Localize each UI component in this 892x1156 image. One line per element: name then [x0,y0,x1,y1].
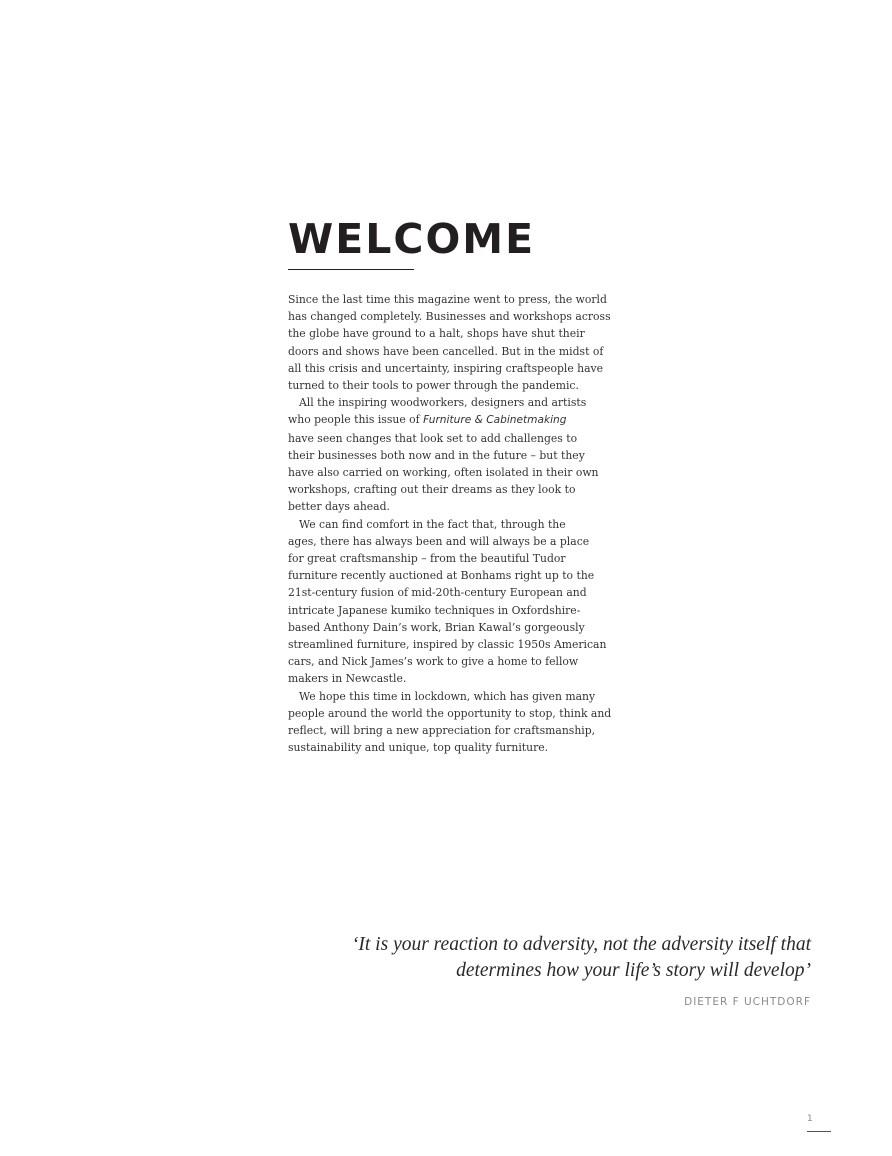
body-line: intricate Japanese kumiko techniques in Oxfordshire- [288,603,581,617]
pull-quote-line: ‘It is your reaction to adversity, not the adversity itself that [351,934,811,955]
body-line: workshops, crafting out their dreams as they look to [288,483,576,497]
body-line: All the inspiring woodworkers, designers and artists [299,396,587,410]
pull-quote [291,932,811,984]
body-line: for great craftsmanship – from the beautiful Tudor [288,552,566,566]
title-underline [288,269,414,270]
body-line: makers in Newcastle. [288,672,407,686]
body-line: based Anthony Dain’s work, Brian Kawal’s gorgeously [288,620,585,634]
body-line: ages, there has always been and will always be a place [288,534,590,548]
body-line: cars, and Nick James’s work to give a home to fellow [288,655,579,669]
body-line: reflect, will bring a new appreciation for craftsmanship, [288,724,596,738]
page-title: WELCOME [288,215,536,263]
body-line: We can find comfort in the fact that, through the [299,517,566,531]
body-line-text: who people this issue of [288,413,424,427]
body-line: better days ahead. [288,500,390,514]
page-number: 1 [807,1114,813,1124]
body-line: doors and shows have been cancelled. But in the midst of [288,344,604,358]
magazine-name: Furniture & Cabinetmaking [423,414,567,427]
body-line: We hope this time in lockdown, which has given many [299,689,596,703]
body-line: have also carried on working, often isolated in their own [288,466,599,480]
pull-quote-line: determines how your life’s story will develop’ [456,960,811,981]
body-line: Since the last time this magazine went to press, the world [288,293,607,306]
body-line: all this crisis and uncertainty, inspiring craftspeople have [288,361,604,375]
body-line [288,411,608,429]
article-body [288,291,612,756]
page-number-rule [807,1131,831,1132]
body-line: has changed completely. Businesses and workshops across [288,310,611,324]
body-line: turned to their tools to power through the pandemic. [288,379,579,393]
body-line: have seen changes that look set to add challenges to [288,431,578,445]
body-line: sustainability and unique, top quality furniture. [288,741,549,755]
body-line: furniture recently auctioned at Bonhams right up to the [288,569,595,583]
body-line: people around the world the opportunity to stop, think and [288,706,612,720]
body-line: their businesses both now and in the future – but they [288,448,585,462]
body-line: streamlined furniture, inspired by classic 1950s American [288,638,607,652]
quote-attribution: DIETER F UCHTDORF [684,996,811,1008]
body-line: 21st-century fusion of mid-20th-century European and [288,586,587,600]
body-line: the globe have ground to a halt, shops have shut their [288,327,585,341]
